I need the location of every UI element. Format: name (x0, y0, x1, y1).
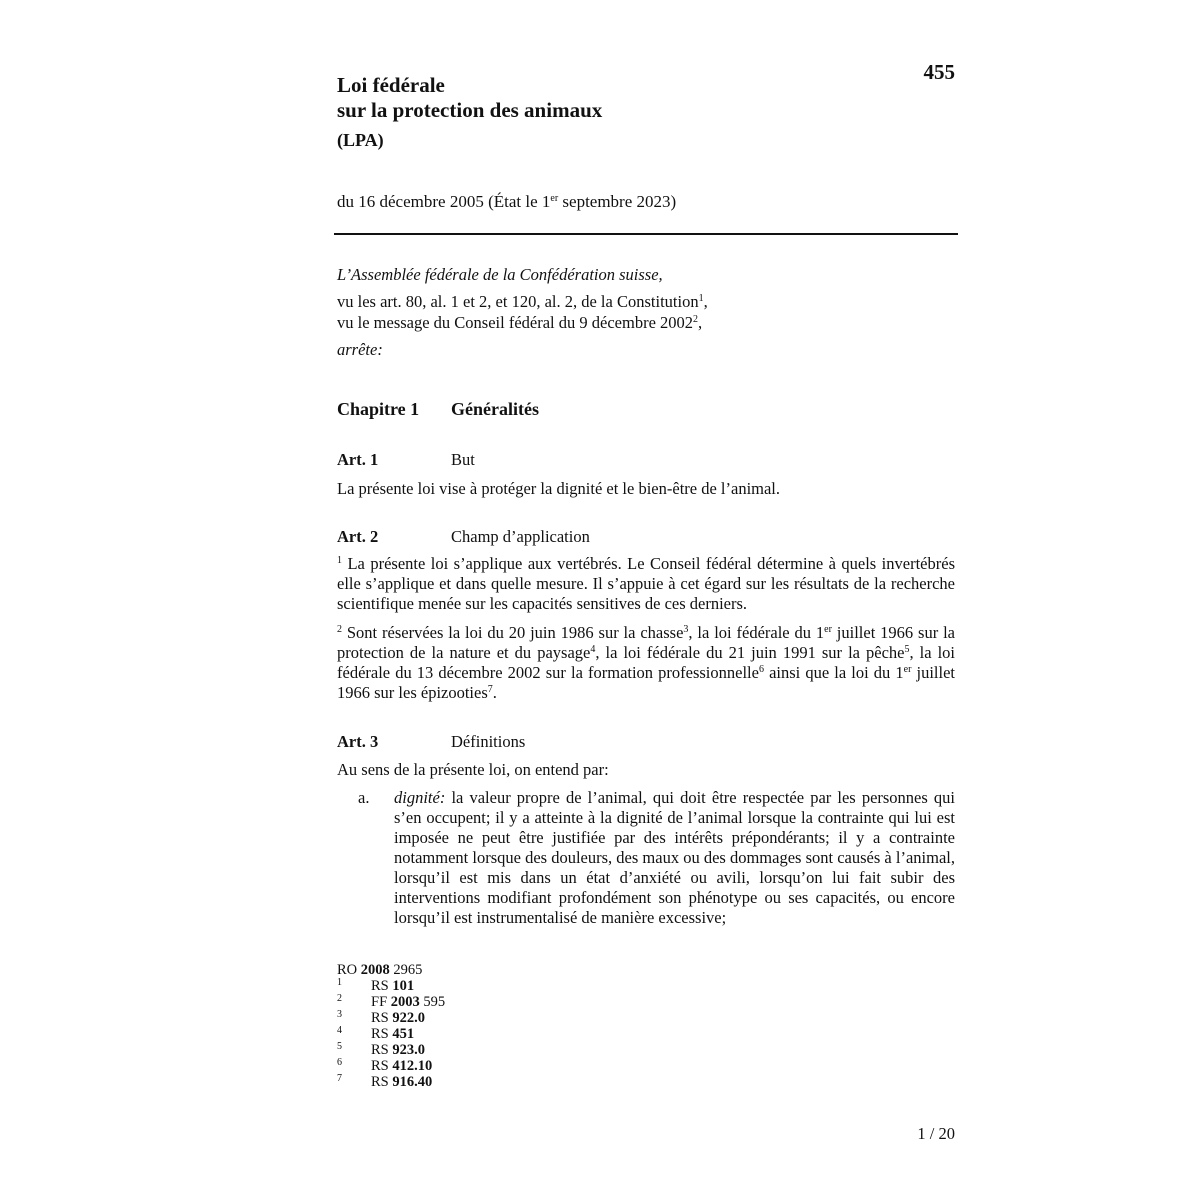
art1-paragraph: La présente loi vise à protéger la dignité et le bien-être de l’animal. (337, 479, 781, 498)
footnote-number: 1 (337, 977, 342, 988)
footnote-text: FF 2003 595 (371, 994, 446, 1010)
footnote-text: RS 922.0 (371, 1010, 425, 1026)
footnote-text: RS 451 (371, 1026, 415, 1042)
footnote-text: RS 916.40 (371, 1074, 433, 1090)
art1-text (337, 479, 955, 499)
chapter-number: Chapitre 1 (337, 399, 420, 419)
preamble-message: vu le message du Conseil fédéral du 9 décembre 2002$^2$, (337, 313, 703, 332)
law-title (337, 73, 602, 153)
footnote-text: RS 923.0 (371, 1042, 425, 1058)
footnote-ref-3[interactable]: 3 (683, 624, 689, 635)
footnote-number: 3 (337, 1009, 342, 1020)
art2-text (337, 554, 955, 703)
footnote-number: 2 (337, 993, 342, 1004)
footnote-item (337, 1074, 445, 1090)
date-text: du 16 décembre 2005 (État le 1 (337, 192, 551, 211)
art2-heading (337, 527, 590, 547)
art2-title: Champ d’application (451, 527, 590, 546)
footnote-ref-4[interactable]: 4 (590, 644, 596, 655)
footnote-ref-5[interactable]: 5 (904, 644, 910, 655)
footnote-number: 5 (337, 1041, 342, 1052)
footnote-text: RS 412.10 (371, 1058, 433, 1074)
footnote-ro: RO 2008 2965 (337, 962, 423, 978)
footnote-number: 7 (337, 1073, 342, 1084)
title-line-2: sur la protection des animaux (337, 98, 603, 122)
footnote-ref-7[interactable]: 7 (487, 684, 493, 695)
art3-title: Définitions (451, 732, 526, 751)
footnote-ref-6[interactable]: 6 (758, 664, 764, 675)
footnote-number: 6 (337, 1057, 342, 1068)
preamble-assembly: L’Assemblée fédérale de la Confédération suisse, (337, 265, 663, 284)
page-number: 455 (923, 60, 955, 84)
art1-heading (337, 450, 475, 470)
footnotes (337, 962, 445, 1090)
art1-title: But (451, 450, 475, 469)
art3-item-a (337, 788, 955, 928)
art3-intro-text: Au sens de la présente loi, on entend par: (337, 760, 609, 779)
preamble (337, 264, 957, 360)
item-text: dignité: la valeur propre de l’animal, qui doit être respectée par les personnes qui s’en occupent; il y a atteinte à la dignité de l’animal lorsque la contrainte qui lui est imposée ne peut être justifiée par des intérêts prépondérants; il y a contrainte notamment lorsque des douleurs, des maux ou des dommages sont causés à l’animal, lorsqu’il est mis dans un état d’anxiété ou avili, lorsqu’on lui fait subir des interventions modifiant profondément son phénotype ou ses capacités, ou encore lorsqu’il est instrumentalisé de manière excessive; (394, 788, 955, 927)
footnote-ref-2[interactable]: 2 (693, 314, 699, 325)
law-date (337, 192, 676, 212)
item-label: a. (358, 788, 370, 807)
date-tail: septembre 2023) (558, 192, 677, 211)
art2-number: Art. 2 (337, 527, 379, 546)
preamble-basis: vu les art. 80, al. 1 et 2, et 120, al. 2, de la Constitution$^1$, (337, 292, 708, 311)
preamble-decree: arrête: (337, 340, 383, 359)
date-sup: er (550, 193, 559, 204)
footnote-text: RS 101 (371, 978, 415, 994)
chapter-heading (337, 399, 539, 420)
title-line-1: Loi fédérale (337, 73, 445, 97)
chapter-title: Généralités (451, 399, 539, 419)
law-abbreviation: (LPA) (337, 130, 384, 150)
art3-heading (337, 732, 525, 752)
art1-number: Art. 1 (337, 450, 379, 469)
footnote-list (337, 978, 445, 1090)
art2-paragraph-2: $^2$ Sont réservées la loi du 20 juin 1986 sur la chasse$^3$, la loi fédérale du 1er juillet 1966 sur la protection de la nature et du paysage$^4$, la loi fédérale du 21 juin 1991 sur la pêche$^5$, la loi fédérale du 13 décembre 2002 sur la formation professionnelle$^6$ ainsi que la loi du 1er juillet 1966 sur les épizooties$^7$. (337, 623, 956, 702)
art2-paragraph-1: $^1$ La présente loi s’applique aux vertébrés. Le Conseil fédéral détermine à quels invertébrés elle s’applique et dans quelle mesure. Il s’appuie à cet égard sur les résultats de la recherche scientifique menée sur les capacités sensitives de ces derniers. (337, 554, 955, 613)
footnote-ref-1[interactable]: 1 (698, 293, 704, 304)
art3-number: Art. 3 (337, 732, 379, 751)
header-divider (334, 233, 958, 235)
footnote-number: 4 (337, 1025, 342, 1036)
art3-intro (337, 760, 955, 780)
page-footer: 1 / 20 (917, 1124, 955, 1143)
